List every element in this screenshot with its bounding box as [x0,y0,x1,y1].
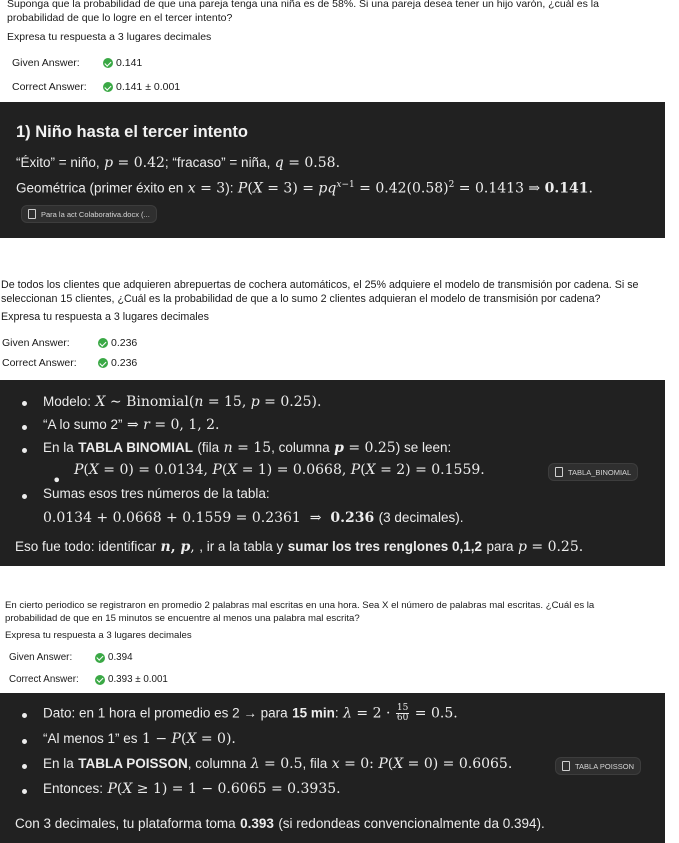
correct-answer-value: 0.236 [111,357,138,369]
given-answer-value: 0.394 [108,652,133,663]
correct-answer-label: Correct Answer: [12,81,87,93]
q2-given-answer [2,337,137,349]
panel-2-bullet-2: “A lo sumo 2” ⇒ r = 0, 1, 2. [43,417,220,433]
panel-2-bullet-4: Sumas esos tres números de la tabla: [43,486,270,501]
question-2 [0,278,679,324]
solution-panel-3 [0,693,665,843]
question-3-text: En cierto periodico se registraron en promedio 2 palabras mal escritas en una hora. Sea X el número de palabras mal escritas. ¿Cuál es la probabilidad de que en 15 minutos se encuentre al menos una palabra mal escrita? [5,600,595,624]
panel-3-bullet-4: Entonces: P(X ≥ 1) = 1 − 0.6065 = 0.3935. [43,781,341,797]
panel-1-title: 1) Niño hasta el tercer intento [16,123,248,141]
attachment-chip[interactable]: Para la act Colaborativa.docx (... [21,205,157,223]
panel-1-line-1: “Éxito” = niño, p = 0.42; “fracaso” = niña, q = 0.58. [16,155,341,171]
panel-1-line-2: Geométrica (primer éxito en x = 3): $P(X = 3) = pq^{x-1} = 0.42(0.58)^2 = 0.1413$ ⇒ 0.141. [16,180,593,197]
solution-panel-1 [0,102,665,238]
q1-given-answer [12,57,142,69]
correct-answer-label: Correct Answer: [2,357,77,369]
given-answer-value: 0.141 [116,57,143,69]
panel-2-summary: Eso fue todo: identificar n, p, , ir a la tabla y sumar los tres renglones 0,1,2 para p = 0.25. [15,539,584,555]
given-answer-label: Given Answer: [9,652,73,663]
correct-answer-label: Correct Answer: [9,674,79,685]
question-3-hint: Expresa tu respuesta a 3 lugares decimales [5,630,192,641]
given-answer-label: Given Answer: [12,57,80,69]
check-icon [103,82,113,92]
panel-3-bullet-3: En la TABLA POISSON, columna λ = 0.5, fila x = 0: P(X = 0) = 0.6065. [43,756,513,772]
correct-answer-value: 0.393 ± 0.001 [108,674,168,685]
correct-answer-value: 0.141 ± 0.001 [116,81,181,93]
bullet [22,713,27,718]
panel-2-bullet-1: Modelo: X ∼ Binomial(n = 15, p = 0.25). [43,394,322,410]
bullet [22,401,27,406]
q3-given-answer [9,652,133,663]
document-icon [555,467,563,477]
q2-correct-answer [2,357,137,369]
document-icon [562,761,570,771]
given-answer-label: Given Answer: [2,337,70,349]
check-icon [98,338,108,348]
question-2-hint: Expresa tu respuesta a 3 lugares decimales [1,311,209,323]
panel-2-sub-bullet: P(X = 0) = 0.0134, P(X = 1) = 0.0668, P(X = 2) = 0.1559. [74,462,485,478]
q1-correct-answer [12,81,180,93]
panel-2-bullet-3: En la TABLA BINOMIAL (fila n = 15, columna p = 0.25) se leen: [43,440,452,456]
bullet [22,789,27,794]
check-icon [103,58,113,68]
question-1-text: Suponga que la probabilidad de que una pareja tenga una niña es de 58%. Si una pareja desea tener un hijo varón, ¿cuál es la probabilidad de que lo logre en el tercer intento? [7,0,599,24]
check-icon [98,358,108,368]
check-icon [95,675,105,685]
q3-correct-answer [9,674,168,685]
attachment-chip[interactable]: TABLA POISSON [555,757,641,775]
bullet [22,764,27,769]
question-1-hint: Expresa tu respuesta a 3 lugares decimales [7,31,212,43]
given-answer-value: 0.236 [111,337,138,349]
question-1 [0,0,679,44]
question-2-text: De todos los clientes que adquieren abrepuertas de cochera automáticos, el 25% adquiere el modelo de transmisión por cadena. Si se seleccionan 15 clientes, ¿Cuál es la probabilidad de que a lo sumo 2 clientes adquieran el modelo de transmisión por cadena? [1,279,639,305]
bullet: • [52,471,62,490]
attachment-chip[interactable]: TABLA_BINOMIAL [548,463,638,481]
panel-3-bullet-2: “Al menos 1” es 1 − P(X = 0). [43,731,236,747]
document-icon [28,209,36,219]
check-icon [95,653,105,663]
bullet [22,739,27,744]
solution-panel-2 [0,380,665,566]
bullet [22,494,27,499]
panel-3-bullet-1: Dato: en 1 hora el promedio es 2 → para 15 min: λ = 2 · $\frac{15}{60}$ = 0.5. [43,703,458,723]
panel-3-summary: Con 3 decimales, tu plataforma toma 0.393 (si redondeas convencionalmente da 0.394). [15,816,545,831]
bullet [22,448,27,453]
panel-2-sum: 0.0134 + 0.0668 + 0.1559 = 0.2361 ⇒ 0.236 (3 decimales). [43,510,464,526]
bullet [22,425,27,430]
question-3 [0,599,679,643]
